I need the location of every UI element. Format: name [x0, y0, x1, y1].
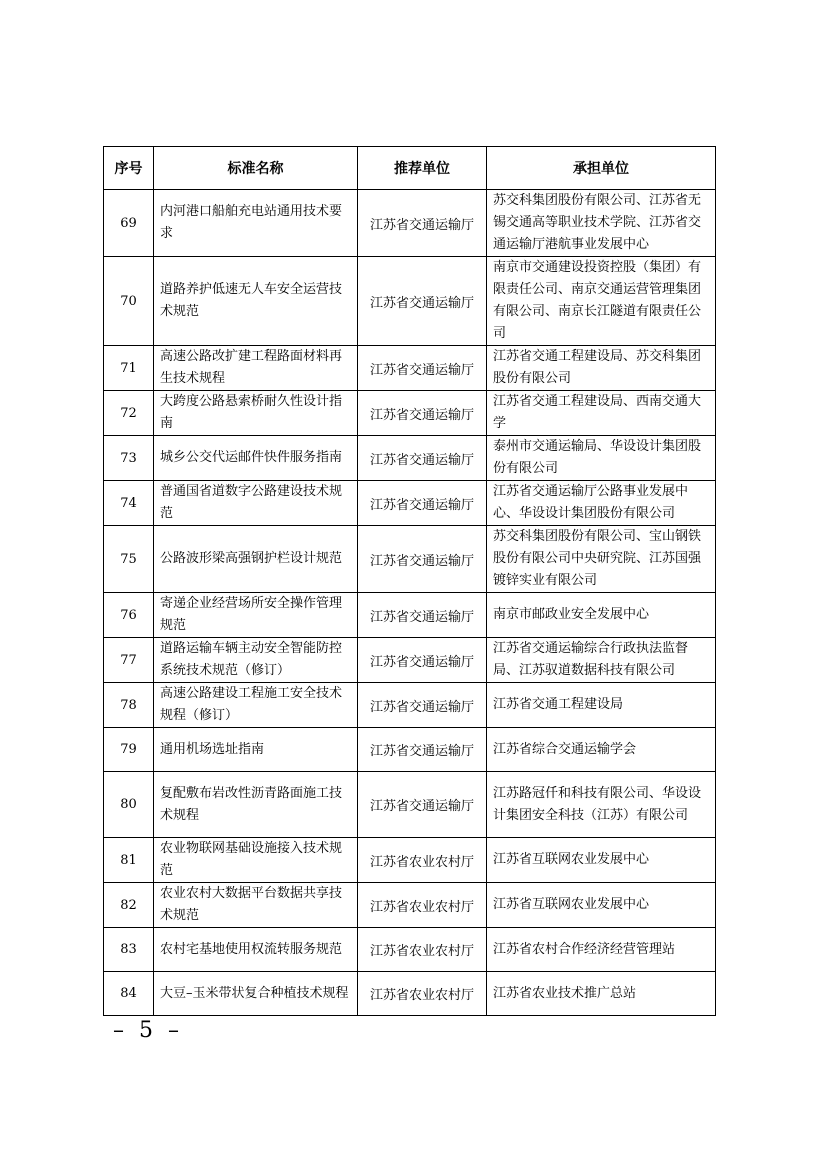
- row-seq: 81: [104, 838, 154, 883]
- table-header-row: [104, 147, 716, 190]
- row-undertaker: 南京市交通建设投资控股（集团）有限责任公司、南京交通运营管理集团有限公司、南京长江隧道有限责任公司: [487, 257, 716, 346]
- row-recommender: 江苏省交通运输厅: [358, 772, 487, 838]
- table-row: [104, 883, 716, 928]
- row-recommender: 江苏省交通运输厅: [358, 346, 487, 391]
- row-seq: 74: [104, 481, 154, 526]
- row-undertaker: 苏交科集团股份有限公司、江苏省无锡交通高等职业技术学院、江苏省交通运输厅港航事业发展中心: [487, 190, 716, 257]
- row-recommender: 江苏省交通运输厅: [358, 391, 487, 436]
- row-seq: 83: [104, 928, 154, 972]
- row-standard-name: 道路运输车辆主动安全智能防控系统技术规范（修订）: [154, 638, 358, 683]
- row-seq: 71: [104, 346, 154, 391]
- table-row: [104, 972, 716, 1016]
- row-seq: 70: [104, 257, 154, 346]
- row-undertaker: 江苏省互联网农业发展中心: [487, 838, 716, 883]
- row-seq: 79: [104, 728, 154, 772]
- row-recommender: 江苏省交通运输厅: [358, 728, 487, 772]
- row-undertaker: 泰州市交通运输局、华设设计集团股份有限公司: [487, 436, 716, 481]
- row-standard-name: 公路波形梁高强钢护栏设计规范: [154, 526, 358, 593]
- row-standard-name: 大豆–玉米带状复合种植技术规程: [154, 972, 358, 1016]
- row-standard-name: 普通国省道数字公路建设技术规范: [154, 481, 358, 526]
- row-recommender: 江苏省农业农村厅: [358, 883, 487, 928]
- row-undertaker: 江苏省交通运输综合行政执法监督局、江苏驭道数据科技有限公司: [487, 638, 716, 683]
- row-undertaker: 江苏省交通工程建设局、苏交科集团股份有限公司: [487, 346, 716, 391]
- table-row: [104, 190, 716, 257]
- table-row: [104, 346, 716, 391]
- table-row: [104, 928, 716, 972]
- row-standard-name: 道路养护低速无人车安全运营技术规范: [154, 257, 358, 346]
- row-recommender: 江苏省交通运输厅: [358, 683, 487, 728]
- row-undertaker: 江苏省交通工程建设局: [487, 683, 716, 728]
- row-recommender: 江苏省交通运输厅: [358, 593, 487, 638]
- table-row: [104, 436, 716, 481]
- row-recommender: 江苏省农业农村厅: [358, 972, 487, 1016]
- table-row: [104, 728, 716, 772]
- header-undertaker: 承担单位: [487, 147, 716, 190]
- row-undertaker: 江苏省农业技术推广总站: [487, 972, 716, 1016]
- row-undertaker: 江苏省互联网农业发展中心: [487, 883, 716, 928]
- row-standard-name: 高速公路建设工程施工安全技术规程（修订）: [154, 683, 358, 728]
- row-undertaker: 江苏省综合交通运输学会: [487, 728, 716, 772]
- row-standard-name: 内河港口船舶充电站通用技术要求: [154, 190, 358, 257]
- row-recommender: 江苏省农业农村厅: [358, 838, 487, 883]
- row-standard-name: 通用机场选址指南: [154, 728, 358, 772]
- row-seq: 76: [104, 593, 154, 638]
- row-standard-name: 复配敷布岩改性沥青路面施工技术规程: [154, 772, 358, 838]
- row-standard-name: 农业物联网基础设施接入技术规范: [154, 838, 358, 883]
- row-recommender: 江苏省交通运输厅: [358, 481, 487, 526]
- row-standard-name: 农业农村大数据平台数据共享技术规范: [154, 883, 358, 928]
- table-row: [104, 772, 716, 838]
- row-standard-name: 城乡公交代运邮件快件服务指南: [154, 436, 358, 481]
- standards-table: [103, 146, 716, 1016]
- row-recommender: 江苏省交通运输厅: [358, 190, 487, 257]
- row-recommender: 江苏省交通运输厅: [358, 638, 487, 683]
- row-seq: 84: [104, 972, 154, 1016]
- row-recommender: 江苏省农业农村厅: [358, 928, 487, 972]
- table-row: [104, 481, 716, 526]
- row-undertaker: 江苏省农村合作经济经营管理站: [487, 928, 716, 972]
- header-name: 标准名称: [154, 147, 358, 190]
- row-undertaker: 南京市邮政业安全发展中心: [487, 593, 716, 638]
- row-recommender: 江苏省交通运输厅: [358, 436, 487, 481]
- header-seq: 序号: [104, 147, 154, 190]
- row-seq: 80: [104, 772, 154, 838]
- row-seq: 69: [104, 190, 154, 257]
- table-row: [104, 391, 716, 436]
- row-standard-name: 农村宅基地使用权流转服务规范: [154, 928, 358, 972]
- row-seq: 82: [104, 883, 154, 928]
- row-undertaker: 苏交科集团股份有限公司、宝山钢铁股份有限公司中央研究院、江苏国强镀锌实业有限公司: [487, 526, 716, 593]
- row-undertaker: 江苏省交通工程建设局、西南交通大学: [487, 391, 716, 436]
- table-row: [104, 638, 716, 683]
- row-seq: 75: [104, 526, 154, 593]
- row-seq: 72: [104, 391, 154, 436]
- row-seq: 73: [104, 436, 154, 481]
- table-row: [104, 683, 716, 728]
- row-seq: 77: [104, 638, 154, 683]
- page-number: – 5 –: [113, 1018, 183, 1043]
- row-recommender: 江苏省交通运输厅: [358, 257, 487, 346]
- row-seq: 78: [104, 683, 154, 728]
- header-recommender: 推荐单位: [358, 147, 487, 190]
- row-undertaker: 江苏路冠仟和科技有限公司、华设设计集团安全科技（江苏）有限公司: [487, 772, 716, 838]
- table-row: [104, 257, 716, 346]
- table-row: [104, 593, 716, 638]
- table-row: [104, 838, 716, 883]
- row-recommender: 江苏省交通运输厅: [358, 526, 487, 593]
- row-standard-name: 高速公路改扩建工程路面材料再生技术规程: [154, 346, 358, 391]
- row-undertaker: 江苏省交通运输厅公路事业发展中心、华设设计集团股份有限公司: [487, 481, 716, 526]
- row-standard-name: 寄递企业经营场所安全操作管理规范: [154, 593, 358, 638]
- table-row: [104, 526, 716, 593]
- row-standard-name: 大跨度公路悬索桥耐久性设计指南: [154, 391, 358, 436]
